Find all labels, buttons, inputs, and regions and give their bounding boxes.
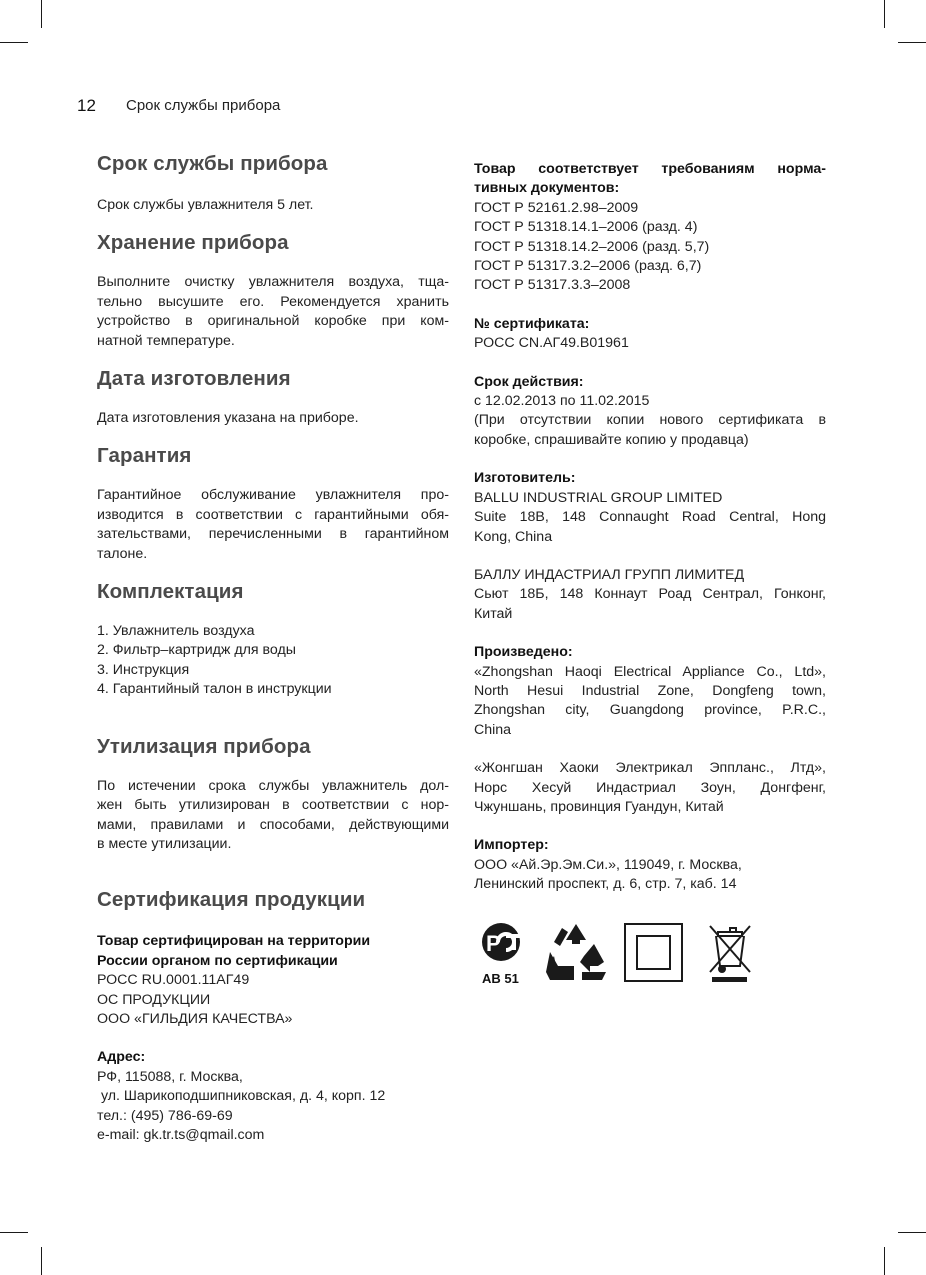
validity-label: Срок действия: [474,373,584,390]
storage-heading: Хранение прибора [97,231,289,255]
contents-heading: Комплектация [97,580,244,604]
text-line: China [474,721,512,738]
right-column [474,160,826,895]
text-line: натной температуре. [97,332,235,349]
list-item: 1. Увлажнитель воздуха [97,623,255,640]
double-insulation-icon [625,924,682,981]
text-line: По истечении срока службы увлажнитель дол- [97,777,449,794]
text-line: талоне. [97,545,148,562]
list-item: 2. Фильтр–картридж для воды [97,642,296,659]
text-line: изводится в соответствии с гарантийными обя- [97,506,449,523]
service-life-text: Срок службы увлажнителя 5 лет. [97,197,314,213]
text-line: коробке, спрашивайте копию у продавца) [474,431,749,448]
bold-line: России органом по сертификации [97,952,338,969]
importer-block [474,836,826,894]
address-block [97,1048,449,1145]
pct-code: АВ 51 [482,971,519,986]
pct-certification-mark-icon [482,923,520,961]
text-line: «Жонгшан Хаоки Электрикал Эппланс., Лтд», [474,760,826,777]
importer-label: Импортер: [474,837,549,854]
certified-block [97,932,449,1029]
warranty-text [97,486,449,564]
bold-line: Товар сертифицирован на территории [97,933,371,950]
conformity-block [474,160,826,296]
disposal-text [97,777,449,855]
text-line: Zhongshan city, Guangdong province, P.R.C., [474,702,826,719]
address-label: Адрес: [97,1049,146,1066]
disposal-heading: Утилизация прибора [97,734,311,758]
produced-label: Произведено: [474,644,573,661]
text-line: жен быть утилизирован в соответствии с нор- [97,797,449,814]
certification-marks [474,922,764,990]
crop-mark [0,42,28,43]
warranty-heading: Гарантия [97,444,192,468]
storage-text [97,273,449,351]
list-item: 4. Гарантийный талон в инструкции [97,681,332,698]
text-line: (При отсутствии копии нового сертификата в [474,412,826,429]
certificate-value: РОСС CN.АГ49.В01961 [474,335,629,352]
manufacture-date-text: Дата изготовления указана на приборе. [97,410,359,427]
text-line: Ленинский проспект, д. 6, стр. 7, каб. 14 [474,876,737,893]
recycling-icon [546,924,606,980]
standard-line: ГОСТ Р 51318.14.2–2006 (разд. 5,7) [474,238,710,255]
produced-block [474,643,826,817]
text-line: ООО «ГИЛЬДИЯ КАЧЕСТВА» [97,1010,293,1027]
text-line: ул. Шарикоподшипниковская, д. 4, корп. 12 [97,1088,386,1105]
text-line: e-mail: gk.tr.ts@qmail.com [97,1126,265,1143]
crop-mark [884,0,885,28]
text-line: зательствами, перечисленными в гарантийном [97,526,449,543]
text-line: Выполните очистку увлажнителя воздуха, тща- [97,274,449,291]
standard-line: ГОСТ Р 51317.3.2–2006 (разд. 6,7) [474,258,702,275]
crop-mark [898,1232,926,1233]
text-line: РФ, 115088, г. Москва, [97,1068,243,1085]
standard-line: ГОСТ Р 52161.2.98–2009 [474,199,639,216]
bold-line: тивных документов: [474,180,620,197]
list-item: 3. Инструкция [97,661,190,678]
text-line: Чжуншань, провинция Гуандун, Китай [474,798,724,815]
text-line: BALLU INDUSTRIAL GROUP LIMITED [474,489,723,506]
crop-mark [898,42,926,43]
manufacturer-label: Изготовитель: [474,470,576,487]
crop-mark [884,1247,885,1275]
contents-list [97,622,449,700]
text-line: Норс Хесуй Индастриал Зоун, Донгфенг, [474,779,826,796]
text-line: тел.: (495) 786-69-69 [97,1107,233,1124]
text-line: с 12.02.2013 по 11.02.2015 [474,393,650,410]
page-number: 12 [77,96,96,115]
text-line: БАЛЛУ ИНДАСТРИАЛ ГРУПП ЛИМИТЕД [474,566,745,583]
standard-line: ГОСТ Р 51318.14.1–2006 (разд. 4) [474,219,698,236]
crop-mark [41,1247,42,1275]
text-line: Китай [474,605,513,622]
text-line: Гарантийное обслуживание увлажнителя про- [97,487,449,504]
marks-svg [474,922,764,990]
text-line: ОС ПРОДУКЦИИ [97,991,211,1008]
certification-heading: Сертификация продукции [97,888,366,912]
running-title: Срок службы прибора [126,97,281,114]
certificate-label: № сертификата: [474,315,590,332]
text-line: тельно высушите его. Рекомендуется хранить [97,293,449,310]
text-line: РОСС RU.0001.11АГ49 [97,972,250,989]
validity-block [474,373,826,451]
service-life-heading: Срок службы прибора [97,152,328,175]
text-line: мами, правилами и способами, действующими [97,816,449,833]
text-line: Suite 18B, 148 Connaught Road Central, Hong [474,509,826,526]
text-line: North Hesui Industrial Zone, Dongfeng town, [474,682,826,699]
text-line: Kong, China [474,528,553,545]
standard-line: ГОСТ Р 51317.3.3–2008 [474,277,631,294]
certificate-block [474,315,826,354]
crossed-wheelie-bin-icon [710,926,750,982]
svg-text:P: P [486,931,501,956]
crop-mark [41,0,42,28]
left-column [97,152,449,1145]
text-line: Сьют 18Б, 148 Коннаут Роад Сентрал, Гонконг, [474,586,826,603]
text-line: в месте утилизации. [97,835,232,852]
text-line: «Zhongshan Haoqi Electrical Appliance Co., Ltd», [474,663,826,680]
bold-line: Товар соответствует требованиям норма- [474,161,826,177]
text-line: ООО «Ай.Эр.Эм.Си.», 119049, г. Москва, [474,856,742,873]
crop-mark [0,1232,28,1233]
manufacturer-block [474,469,826,624]
text-line: устройство в оригинальной коробке при ком- [97,313,449,330]
manufacture-date-heading: Дата изготовления [97,367,291,391]
